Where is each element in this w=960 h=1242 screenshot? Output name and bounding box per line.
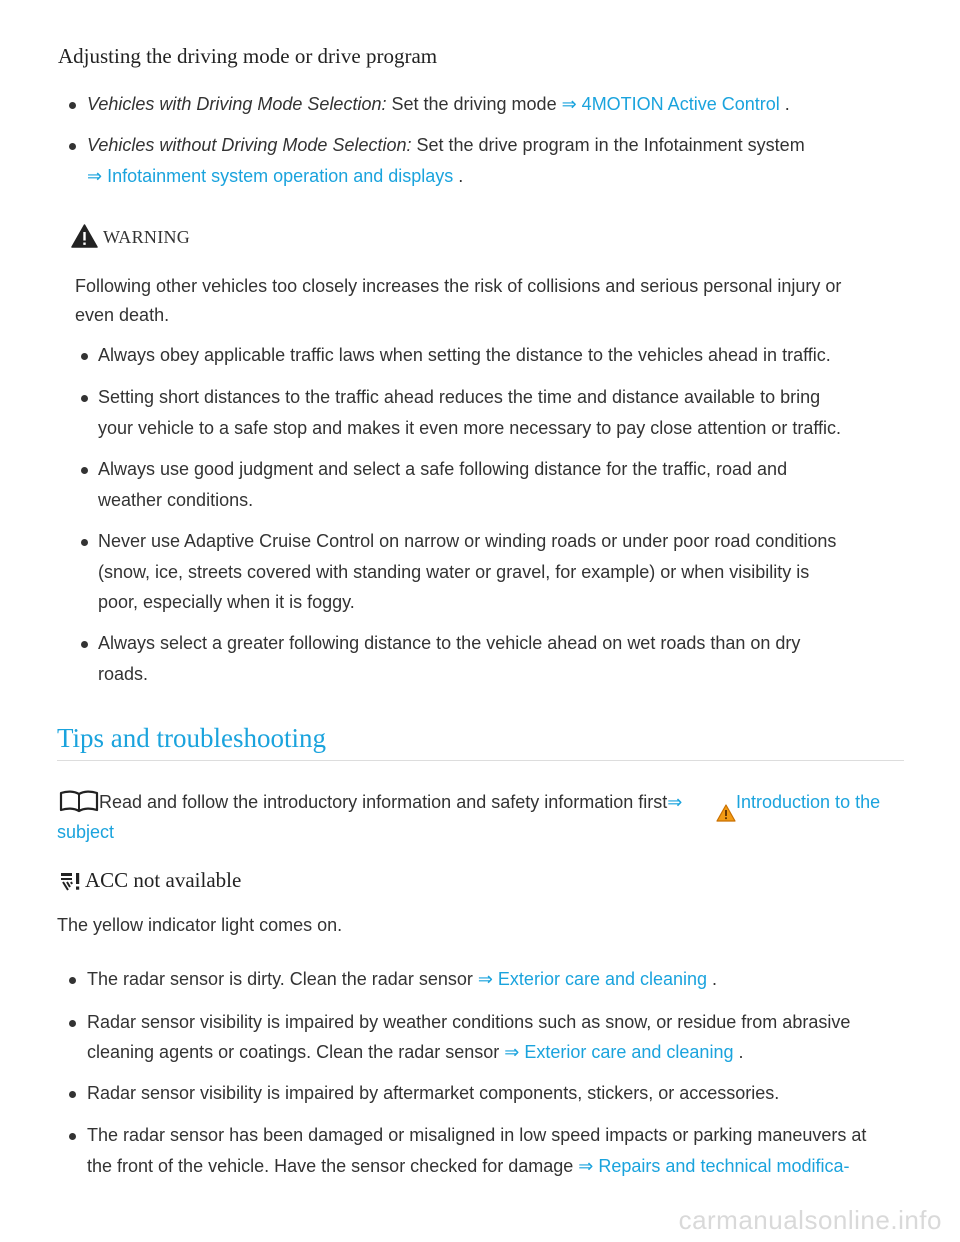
list-item: Radar sensor visibility is impaired by weather conditions such as snow, or residue from abrasive <box>87 1012 851 1032</box>
list-item <box>87 964 717 995</box>
warning-item-cont: (snow, ice, streets covered with standing water or gravel, for example) or when visibility is <box>98 562 810 582</box>
warning-item-cont: weather conditions. <box>98 490 254 510</box>
list-item: Radar sensor visibility is impaired by aftermarket components, stickers, or accessories. <box>87 1083 780 1103</box>
subheading-acc-not-available: ACC not available <box>85 868 242 892</box>
open-book-icon <box>58 789 100 813</box>
section-heading-adjust: Adjusting the driving mode or drive program <box>58 44 438 68</box>
item-text: cleaning agents or coatings. Clean the radar sensor <box>87 1042 505 1062</box>
warning-item-cont: poor, especially when it is foggy. <box>98 592 355 612</box>
bullet <box>81 395 88 402</box>
warning-item: Always use good judgment and select a safe following distance for the traffic, road and <box>98 459 788 479</box>
bullet <box>69 1020 76 1027</box>
bullet <box>81 641 88 648</box>
list-item <box>87 130 805 161</box>
warning-item-cont: your vehicle to a safe stop and makes it even more necessary to pay close attention or traffic. <box>98 418 842 438</box>
list-item-continuation <box>87 1151 850 1182</box>
item-label: Vehicles with Driving Mode Selection: <box>87 94 387 114</box>
item-end: . <box>779 94 790 114</box>
list-item <box>87 89 790 120</box>
warning-item-cont: roads. <box>98 664 149 684</box>
bullet <box>81 467 88 474</box>
tips-intro-arrow[interactable]: ⇒ <box>667 792 683 812</box>
list-item: The radar sensor has been damaged or misaligned in low speed impacts or parking maneuvers at <box>87 1125 867 1145</box>
watermark: carmanualsonline.info <box>678 1205 942 1235</box>
bullet <box>69 977 76 984</box>
acc-indicator-icon <box>59 870 83 892</box>
warning-item: Always select a greater following distance to the vehicle ahead on wet roads than on dry <box>98 633 801 653</box>
list-item-continuation <box>87 1037 743 1068</box>
item-text: The radar sensor is dirty. Clean the radar sensor <box>87 969 478 989</box>
item-end: . <box>453 166 464 186</box>
link-introduction-to-the-subject-cont[interactable]: subject <box>57 822 115 842</box>
list-item-continuation <box>87 161 463 192</box>
bullet <box>69 1091 76 1098</box>
link-exterior-care-and-cleaning[interactable]: ⇒ Exterior care and cleaning <box>477 969 708 989</box>
warning-item: Never use Adaptive Cruise Control on narrow or winding roads or under poor road conditions <box>98 531 837 551</box>
item-end: . <box>707 969 718 989</box>
item-text: Set the driving mode <box>386 94 562 114</box>
tips-intro-line <box>99 787 682 818</box>
heading-divider <box>57 760 904 761</box>
item-text: the front of the vehicle. Have the sensor checked for damage <box>87 1156 579 1176</box>
item-end: . <box>733 1042 744 1062</box>
bullet <box>81 539 88 546</box>
warning-intro-cont: even death. <box>75 305 170 325</box>
link-4motion-active-control[interactable]: ⇒ 4MOTION Active Control <box>561 94 780 114</box>
bullet <box>69 102 76 109</box>
tips-intro-text: Read and follow the introductory information and safety information first <box>99 792 668 812</box>
bullet <box>69 1133 76 1140</box>
bullet <box>69 143 76 150</box>
link-repairs-and-technical-modifications[interactable]: ⇒ Repairs and technical modifica- <box>578 1156 850 1176</box>
section-heading-tips: Tips and troubleshooting <box>57 723 327 753</box>
warning-intro: Following other vehicles too closely increases the risk of collisions and serious personal injury or <box>75 276 842 296</box>
link-infotainment-system[interactable]: ⇒ Infotainment system operation and displays <box>87 166 454 186</box>
item-text: Set the drive program in the Infotainment system <box>411 135 805 155</box>
warning-triangle-small-icon <box>716 804 736 822</box>
warning-triangle-icon <box>71 224 98 248</box>
warning-item: Setting short distances to the traffic ahead reduces the time and distance available to bring <box>98 387 821 407</box>
link-exterior-care-and-cleaning[interactable]: ⇒ Exterior care and cleaning <box>504 1042 734 1062</box>
indicator-text: The yellow indicator light comes on. <box>57 915 343 935</box>
warning-label: WARNING <box>103 227 191 247</box>
item-label: Vehicles without Driving Mode Selection: <box>87 135 412 155</box>
warning-item: Always obey applicable traffic laws when setting the distance to the vehicles ahead in traffic. <box>98 345 831 365</box>
link-introduction-to-the-subject[interactable]: Introduction to the <box>736 792 881 812</box>
bullet <box>81 353 88 360</box>
